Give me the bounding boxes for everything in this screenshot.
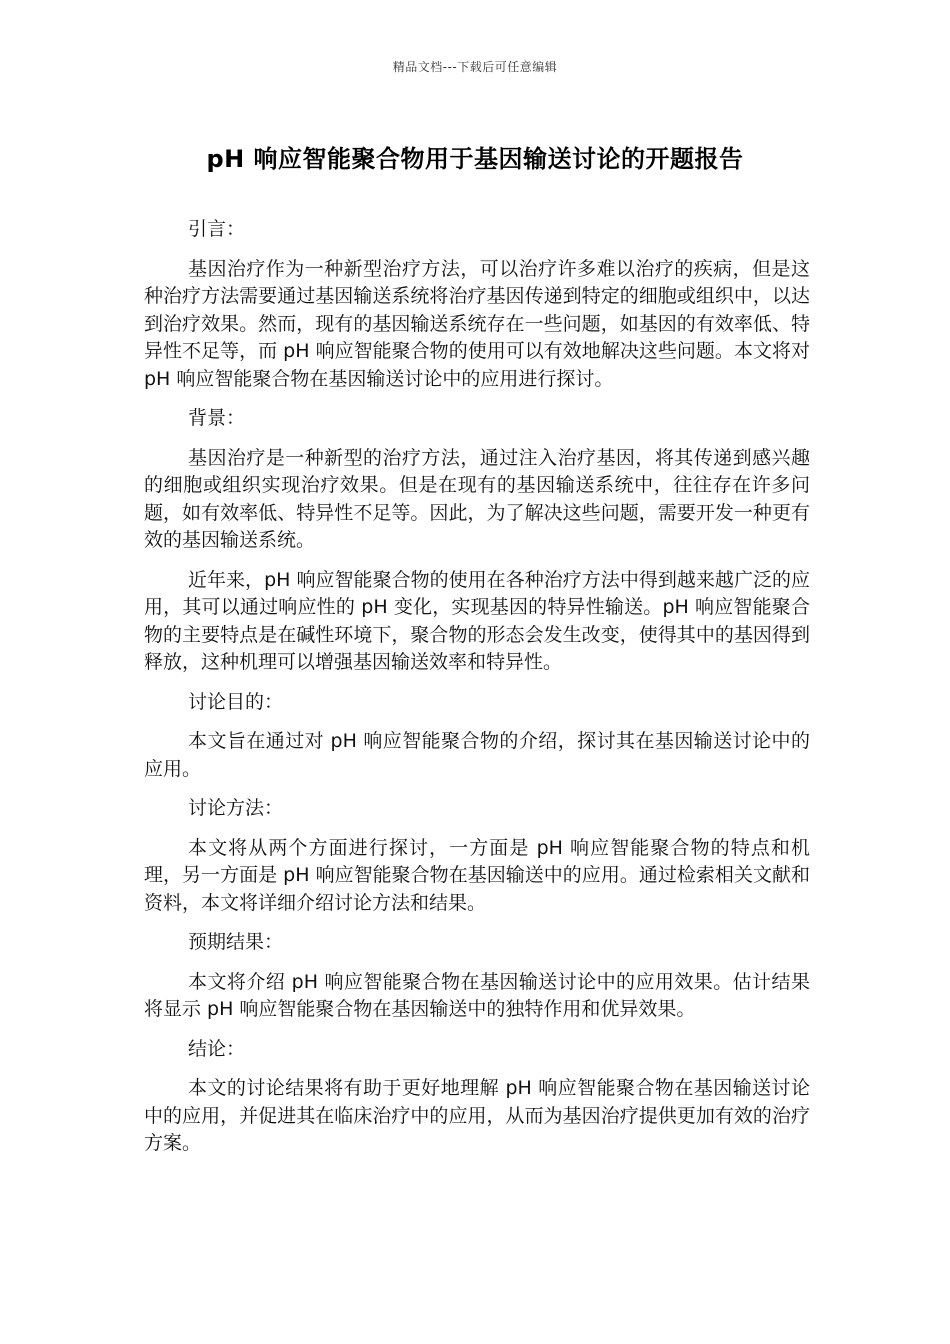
document-title: pH 响应智能聚合物用于基因输送讨论的开题报告 (206, 145, 744, 173)
section-heading-conclusion: 结论： (188, 1037, 246, 1060)
header-note: 精品文档---下载后可任意编辑 (392, 60, 558, 74)
section-heading-purpose: 讨论目的： (188, 690, 284, 713)
body-paragraph: 本文的讨论结果将有助于更好地理解 pH 响应智能聚合物在基因输送讨论中的应用，并促进其在临床治疗中的应用，从而为基因治疗提供更加有效的治疗方案。 (144, 1077, 810, 1154)
section-heading-background: 背景： (188, 407, 246, 429)
body-paragraph: 本文将从两个方面进行探讨，一方面是 pH 响应智能聚合物的特点和机理，另一方面是 pH 响应智能聚合物在基因输送中的应用。通过检索相关文献和资料，本文将详细介绍讨论方法和结果。 (144, 836, 810, 914)
section-heading-method: 讨论方法： (188, 797, 284, 819)
body-paragraph: 本文旨在通过对 pH 响应智能聚合物的介绍，探讨其在基因输送讨论中的应用。 (144, 730, 810, 780)
body-paragraph: 本文将介绍 pH 响应智能聚合物在基因输送讨论中的应用效果。估计结果将显示 pH 响应智能聚合物在基因输送中的独特作用和优异效果。 (144, 970, 810, 1020)
body-paragraph: 近年来，pH 响应智能聚合物的使用在各种治疗方法中得到越来越广泛的应用，其可以通过响应性的 pH 变化，实现基因的特异性输送。pH 响应智能聚合物的主要特点是在碱性环境下，聚合物的形态会发生改变，使得其中的基因得到释放，这种机理可以增强基因输送效率和特异性。 (144, 568, 810, 673)
section-heading-expected-results: 预期结果： (188, 931, 284, 953)
section-heading-intro: 引言： (188, 218, 246, 240)
body-paragraph: 基因治疗作为一种新型治疗方法，可以治疗许多难以治疗的疾病，但是这种治疗方法需要通过基因输送系统将治疗基因传递到特定的细胞或组织中，以达到治疗效果。然而，现有的基因输送系统存在一些问题，如基因的有效率低、特异性不足等，而 pH 响应智能聚合物的使用可以有效地解决这些问题。本文将对 pH 响应智能聚合物在基因输送讨论中的应用进行探讨。 (144, 257, 810, 390)
document-body (144, 216, 810, 1170)
body-paragraph: 基因治疗是一种新型的治疗方法，通过注入治疗基因，将其传递到感兴趣的细胞或组织实现治疗效果。但是在现有的基因输送系统中，往往存在许多问题，如有效率低、特异性不足等。因此，为了解决这些问题，需要开发一种更有效的基因输送系统。 (144, 446, 810, 551)
